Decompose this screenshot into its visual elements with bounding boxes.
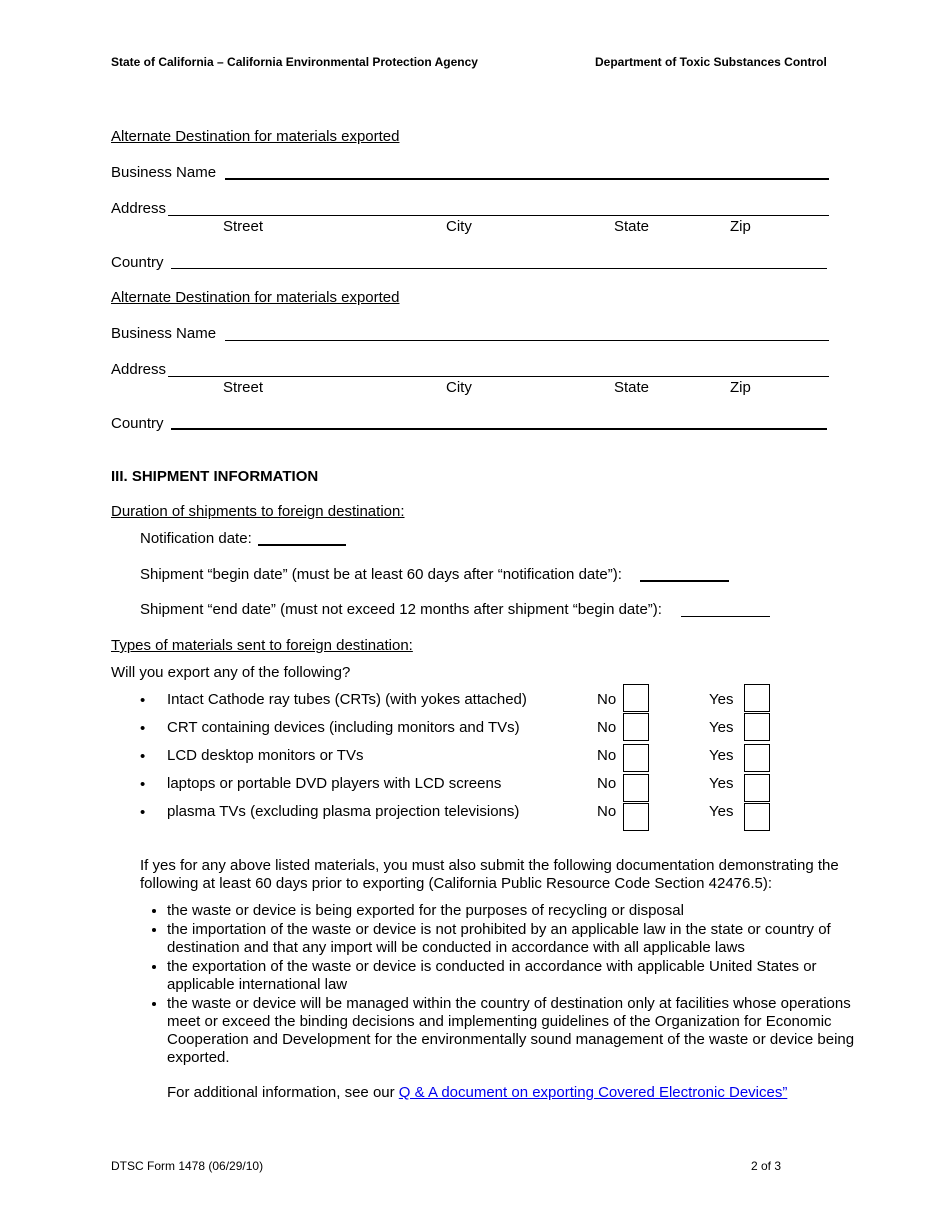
end-date-label: Shipment “end date” (must not exceed 12 months after shipment “begin date”): <box>140 601 662 618</box>
street-label-2: Street <box>223 379 264 396</box>
destination-2-heading: Alternate Destination for materials exported <box>111 289 400 306</box>
no-checkbox[interactable] <box>623 774 649 802</box>
state-label-1: State <box>614 218 650 235</box>
material-label: laptops or portable DVD players with LCD screens <box>167 775 502 792</box>
yes-label: Yes <box>709 747 734 764</box>
requirement-item: • the waste or device will be managed within the country of destination only at facilities whose operations meet or exceed the binding decisions and implementing guidelines of the Organization for Economic Cooperation and Development for the environmentally sound management of the waste or device being exported. <box>167 995 867 1067</box>
yes-label: Yes <box>709 719 734 736</box>
requirements-list <box>149 902 867 1068</box>
country-field-1[interactable] <box>171 268 827 269</box>
bullet: • <box>140 748 146 765</box>
no-label: No <box>597 803 617 820</box>
no-label: No <box>597 691 617 708</box>
no-checkbox[interactable] <box>623 713 649 741</box>
yes-checkbox[interactable] <box>744 713 770 741</box>
material-label: LCD desktop monitors or TVs <box>167 747 364 764</box>
yes-label: Yes <box>709 803 734 820</box>
address-label-2: Address <box>111 361 167 378</box>
begin-date-field[interactable] <box>640 580 729 582</box>
yes-checkbox[interactable] <box>744 684 770 712</box>
no-checkbox[interactable] <box>623 803 649 831</box>
bullet: • <box>140 720 146 737</box>
material-label: CRT containing devices (including monitors and TVs) <box>167 719 520 736</box>
requirement-item: • the exportation of the waste or device is conducted in accordance with applicable United States or applicable international law <box>167 958 867 994</box>
additional-info-text: For additional information, see our <box>167 1084 399 1101</box>
destination-1-heading: Alternate Destination for materials exported <box>111 128 400 145</box>
no-checkbox[interactable] <box>623 684 649 712</box>
no-checkbox[interactable] <box>623 744 649 772</box>
types-heading: Types of materials sent to foreign destination: <box>111 637 413 654</box>
requirement-item: • the importation of the waste or device is not prohibited by an applicable law in the state or country of destination and that any import will be conducted in accordance with all applicable laws <box>167 921 867 957</box>
business-name-label-2: Business Name <box>111 325 217 342</box>
city-label-2: City <box>446 379 472 396</box>
address-label-1: Address <box>111 200 167 217</box>
business-name-field-1[interactable] <box>225 178 829 180</box>
address-field-2[interactable] <box>168 376 829 377</box>
country-field-2[interactable] <box>171 428 827 430</box>
notification-date-field[interactable] <box>258 544 346 546</box>
end-date-field[interactable] <box>681 616 770 617</box>
section-title: III. SHIPMENT INFORMATION <box>111 468 319 485</box>
no-label: No <box>597 775 617 792</box>
yes-label: Yes <box>709 691 734 708</box>
notification-date-label: Notification date: <box>140 530 252 547</box>
yes-checkbox[interactable] <box>744 774 770 802</box>
country-label-1: Country <box>111 254 164 271</box>
street-label-1: Street <box>223 218 264 235</box>
no-label: No <box>597 719 617 736</box>
additional-info <box>167 1084 787 1102</box>
header-department: Department of Toxic Substances Control <box>595 55 827 69</box>
bullet: • <box>140 804 146 821</box>
city-label-1: City <box>446 218 472 235</box>
duration-heading: Duration of shipments to foreign destination: <box>111 503 405 520</box>
yes-checkbox[interactable] <box>744 803 770 831</box>
state-label-2: State <box>614 379 650 396</box>
business-name-label-1: Business Name <box>111 164 217 181</box>
page-number: 2 of 3 <box>751 1159 782 1173</box>
zip-label-2: Zip <box>730 379 751 396</box>
requirement-item: • the waste or device is being exported for the purposes of recycling or disposal <box>167 902 867 920</box>
address-field-1[interactable] <box>168 215 829 216</box>
material-label: Intact Cathode ray tubes (CRTs) (with yokes attached) <box>167 691 527 708</box>
material-label: plasma TVs (excluding plasma projection televisions) <box>167 803 520 820</box>
form-id: DTSC Form 1478 (06/29/10) <box>111 1159 264 1173</box>
header-agency: State of California – California Environmental Protection Agency <box>111 55 478 69</box>
yes-label: Yes <box>709 775 734 792</box>
country-label-2: Country <box>111 415 164 432</box>
qa-document-link[interactable]: Q & A document on exporting Covered Electronic Devices” <box>398 1084 788 1101</box>
business-name-field-2[interactable] <box>225 340 829 341</box>
export-question: Will you export any of the following? <box>111 664 351 681</box>
no-label: No <box>597 747 617 764</box>
begin-date-label: Shipment “begin date” (must be at least 60 days after “notification date”): <box>140 566 622 583</box>
documentation-intro: If yes for any above listed materials, you must also submit the following documentation demonstrating the following at least 60 days prior to exporting (California Public Resource Code Section 42476.5): <box>140 857 839 892</box>
zip-label-1: Zip <box>730 218 751 235</box>
yes-checkbox[interactable] <box>744 744 770 772</box>
bullet: • <box>140 692 146 709</box>
bullet: • <box>140 776 146 793</box>
